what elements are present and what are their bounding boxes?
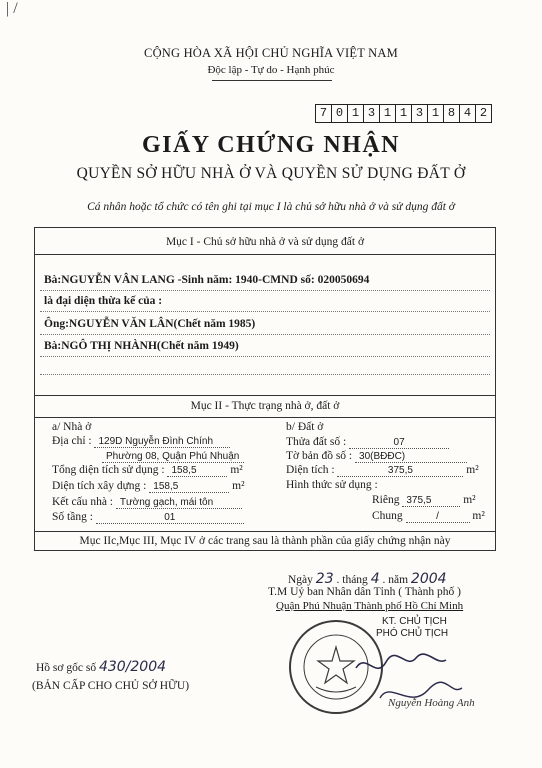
built-area-value: 158,5: [149, 481, 229, 493]
private-row: [372, 494, 476, 507]
serial-digit: 3: [363, 104, 380, 123]
structure-label: Kết cấu nhà :: [52, 496, 113, 508]
record-number: [36, 659, 166, 675]
address-row: [52, 435, 230, 448]
land-area-label: Diện tích :: [286, 464, 335, 476]
floors-row: [52, 511, 244, 524]
floor-area-label: Tổng diện tích sử dụng :: [52, 464, 165, 476]
authority-role: PHÓ CHỦ TỊCH: [376, 628, 449, 639]
footer-rule: [34, 531, 496, 532]
owner-line: Bà:NGUYỄN VÂN LANG -Sinh năm: 1940-CMND số: 020050694: [44, 274, 370, 286]
shared-row: [372, 510, 485, 523]
serial-digit: 8: [443, 104, 460, 123]
map-value: 30(BĐĐC): [355, 451, 467, 463]
page-title: GIẤY CHỨNG NHẬN: [141, 132, 401, 158]
corner-mark: | /: [6, 0, 18, 17]
date-month: 4: [370, 571, 380, 587]
authority-kt: KT. CHỦ TỊCH: [382, 616, 447, 627]
map-label: Tờ bản đồ số :: [286, 450, 353, 462]
plot-value: 07: [349, 437, 449, 449]
built-area-unit: m²: [232, 480, 245, 492]
serial-digit: 1: [427, 104, 444, 123]
built-area-row: [52, 480, 245, 493]
serial-digit: 0: [331, 104, 348, 123]
usage-label: Hình thức sử dụng :: [286, 479, 378, 491]
shared-label: Chung: [372, 510, 403, 522]
dotted-rule: [40, 290, 490, 291]
house-label: a/ Nhà ở: [52, 421, 92, 433]
shared-value: /: [406, 511, 470, 523]
plot-label: Thửa đất số :: [286, 436, 347, 448]
floors-value: 01: [96, 512, 244, 524]
nation-heading: CỘNG HÒA XÃ HỘI CHỦ NGHĨA VIỆT NAM: [144, 46, 398, 60]
built-area-label: Diện tích xây dựng :: [52, 480, 147, 492]
private-unit: m²: [463, 494, 476, 506]
serial-digit: 3: [411, 104, 428, 123]
section1-heading: Mục I - Chủ sở hữu nhà ở và sử dụng đất ở: [165, 236, 365, 248]
signer-name: Nguyễn Hoàng Anh: [388, 697, 475, 709]
address-value: 129D Nguyễn Đình Chính: [94, 436, 230, 448]
representative-line: là đại diện thừa kế của :: [44, 295, 163, 307]
section1-rule: [34, 254, 496, 255]
structure-value: Tường gạch, mái tôn: [116, 497, 242, 509]
floors-label: Số tầng :: [52, 511, 93, 523]
serial-digit: 7: [315, 104, 332, 123]
footer-note: Mục IIc,Mục III, Mục IV ở các trang sau là thành phần của giấy chứng nhận này: [79, 535, 451, 547]
date-day: 23: [315, 571, 334, 587]
dotted-rule: [40, 356, 490, 357]
private-value: 375,5: [402, 495, 460, 507]
map-row: [286, 450, 467, 463]
land-area-value: 375,5: [337, 465, 463, 477]
date-prefix: Ngày: [288, 574, 313, 586]
floor-area-unit: m²: [230, 464, 243, 476]
land-area-unit: m²: [466, 464, 479, 476]
page-subtitle: QUYỀN SỞ HỮU NHÀ Ở VÀ QUYỀN SỬ DỤNG ĐẤT Ở: [76, 165, 466, 182]
intro-text: Cá nhân hoặc tổ chức có tên ghi tại mục I là chủ sở hữu nhà ở và sử dụng đất ở: [87, 201, 455, 213]
section2-heading: Mục II - Thực trạng nhà ở, đất ở: [190, 400, 340, 412]
floor-area-row: [52, 464, 243, 477]
dotted-rule: [40, 334, 490, 335]
land-label: b/ Đất ở: [286, 421, 324, 433]
private-label: Riêng: [372, 494, 400, 506]
record-label: Hồ sơ gốc số: [36, 662, 97, 674]
copy-note: (BẢN CẤP CHO CHỦ SỞ HỮU): [32, 680, 190, 692]
issue-date: [288, 571, 447, 587]
dotted-rule: [40, 311, 490, 312]
serial-number-boxes: [316, 104, 492, 123]
serial-digit: 1: [347, 104, 364, 123]
motto-underline: [212, 80, 332, 81]
serial-digit: 1: [379, 104, 396, 123]
shared-unit: m²: [472, 510, 485, 522]
section2-rule: [34, 417, 496, 418]
date-month-label: . tháng: [336, 574, 368, 586]
serial-digit: 4: [459, 104, 476, 123]
plot-row: [286, 436, 449, 449]
section2-top-rule: [34, 395, 496, 396]
date-year-label: . năm: [382, 574, 409, 586]
address-value-2: Phường 08, Quận Phú Nhuận: [102, 451, 244, 463]
motto: Độc lập - Tự do - Hạnh phúc: [207, 64, 335, 76]
authority-line1: T.M Uỷ ban Nhân dân Tỉnh ( Thành phố ): [268, 586, 461, 598]
authority-line2: Quận Phú Nhuận Thành phố Hồ Chí Minh: [276, 600, 464, 612]
structure-row: [52, 496, 242, 509]
dotted-rule: [40, 374, 490, 375]
floor-area-value: 158,5: [167, 465, 227, 477]
address-row-2: [102, 450, 244, 463]
deceased-owner-1: Ông:NGUYỄN VĂN LÂN(Chết năm 1985): [44, 318, 256, 330]
record-value: 430/2004: [98, 659, 167, 675]
date-year: 2004: [410, 571, 447, 587]
serial-digit: 1: [395, 104, 412, 123]
deceased-owner-2: Bà:NGÔ THỊ NHÀNH(Chết năm 1949): [44, 340, 239, 352]
address-label: Địa chỉ :: [52, 435, 92, 447]
land-area-row: [286, 464, 479, 477]
serial-digit: 2: [475, 104, 492, 123]
